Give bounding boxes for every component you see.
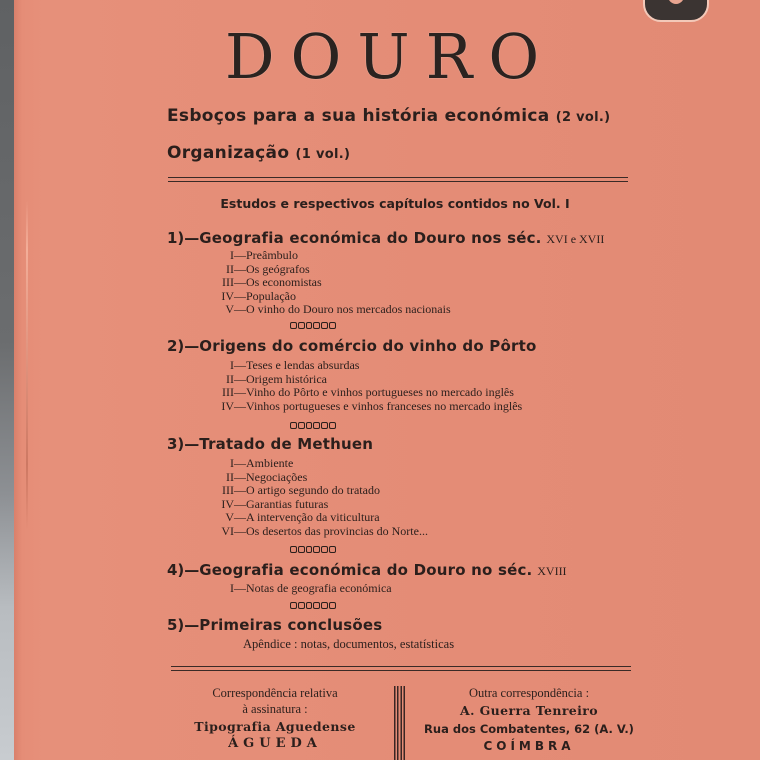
section-item: I—Preâmbulo — [230, 248, 298, 262]
chapter-title: Origens do comércio do vinho do Pôrto — [199, 337, 537, 355]
section-item: II—Os geógrafos — [226, 261, 310, 276]
chapter-2-heading — [167, 337, 536, 355]
footer-right-line1: Outra correspondência : — [468, 686, 590, 700]
ornament-divider — [290, 422, 336, 429]
chapter-2-sections — [205, 359, 522, 413]
subtitle-history — [167, 106, 610, 126]
section-item: II—Origem histórica — [226, 371, 327, 386]
chapter-3-heading — [167, 435, 373, 453]
footer-left-publisher: Tipografia Aguedense — [194, 719, 356, 734]
section-item: I—Ambiente — [230, 456, 294, 470]
chapter-number: 5)— — [167, 616, 200, 634]
subtitle-organization — [167, 143, 350, 163]
section-item: I—Notas de geografia económica — [230, 581, 392, 595]
chapter-title: Tratado de Methuen — [199, 435, 374, 453]
section-item: I—Teses e lendas absurdas — [230, 358, 360, 372]
paper-crease — [26, 200, 28, 530]
chapter-century: XVI e XVII — [546, 232, 605, 246]
bottom-double-rule — [171, 666, 631, 671]
section-item: IV—Vinhos portugueses e vinhos franceses no mercado inglês — [221, 398, 523, 413]
footer-right-name: A. Guerra Tenreiro — [459, 703, 599, 718]
chapter-number: 4)— — [167, 561, 200, 579]
chapter-1-heading — [167, 229, 604, 247]
subtitle-organization-vol: (1 vol.) — [295, 147, 351, 162]
section-item: IV—População — [221, 288, 296, 303]
document-title: DOURO — [224, 20, 556, 93]
chapter-number: 3)— — [167, 435, 200, 453]
footer-left-city: ÁGUEDA — [228, 736, 322, 751]
corner-number-mark — [643, 0, 709, 22]
footer-right-address: Rua dos Combatentes, 62 (A. V.) — [424, 722, 634, 736]
footer-vertical-divider — [394, 686, 405, 760]
section-item: IV—Garantias futuras — [221, 496, 329, 511]
chapter-title: Geografia económica do Douro nos séc. — [199, 229, 542, 247]
section-item: III—O artigo segundo do tratado — [222, 483, 380, 497]
top-double-rule — [168, 177, 628, 182]
footer-right-correspondence — [414, 685, 644, 754]
subtitle-history-text: Esboços para a sua história económica — [167, 106, 550, 126]
chapter-1-sections — [205, 249, 451, 317]
chapter-century: XVIII — [537, 564, 567, 578]
appendix-line: Apêndice : notas, documentos, estatísticas — [243, 637, 455, 651]
section-item: VI—Os desertos das provincias do Norte... — [221, 523, 428, 538]
subtitle-organization-text: Organização — [167, 143, 290, 163]
subtitle-history-vol: (2 vol.) — [555, 110, 611, 125]
ornament-divider — [290, 546, 336, 553]
ornament-divider — [290, 322, 336, 329]
chapter-title: Primeiras conclusões — [199, 616, 383, 634]
section-item: III—Os economistas — [222, 275, 322, 289]
chapter-number: 1)— — [167, 229, 200, 247]
chapter-4-sections — [205, 582, 392, 596]
footer-left-line2: à assinatura : — [242, 702, 308, 716]
footer-right-city: COÍMBRA — [483, 739, 575, 753]
chapter-number: 2)— — [167, 337, 200, 355]
chapter-4-heading — [167, 561, 567, 579]
section-item: V—O vinho do Douro nos mercados nacionais — [225, 302, 451, 316]
contents-heading: Estudos e respectivos capítulos contidos no Vol. I — [220, 196, 570, 211]
book-spine — [0, 0, 14, 760]
ornament-divider — [290, 602, 336, 609]
section-item: III—Vinho do Pôrto e vinhos portugueses no mercado inglês — [222, 385, 514, 399]
chapter-5-heading — [167, 616, 382, 634]
chapter-title: Geografia económica do Douro no séc. — [199, 561, 533, 579]
footer-left-subscription — [170, 685, 380, 752]
chapter-3-sections — [205, 457, 428, 538]
section-item: V—A intervenção da viticultura — [225, 510, 380, 524]
footer-left-line1: Correspondência relativa — [212, 686, 338, 700]
section-item: II—Negociações — [226, 469, 308, 484]
